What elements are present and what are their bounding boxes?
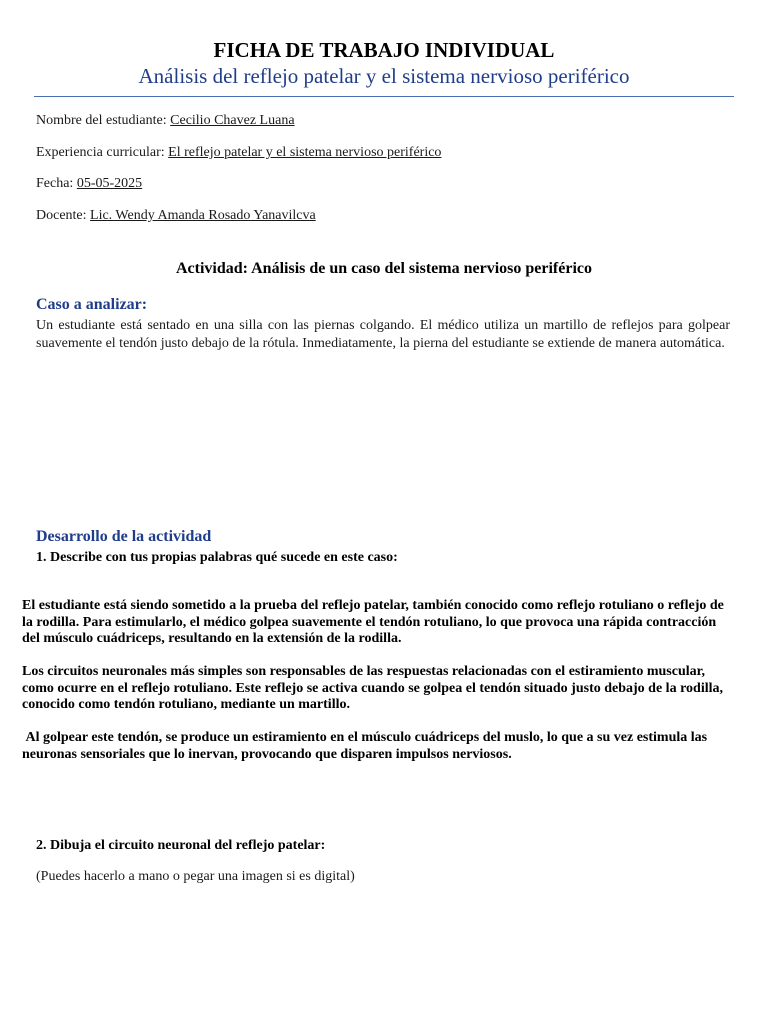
teacher-label: Docente: bbox=[36, 208, 91, 223]
student-name-value: Cecilio Chavez Luana bbox=[170, 113, 295, 128]
student-name-field bbox=[36, 113, 295, 129]
answer-paragraph: Al golpear este tendón, se produce un estiramiento en el músculo cuádriceps del muslo, lo que a su vez estimula las neuronas sensoriales que lo inervan, provocando que disparen impulsos nerviosos. bbox=[22, 730, 711, 762]
date-label: Fecha: bbox=[36, 176, 77, 191]
student-name-label: Nombre del estudiante: bbox=[36, 113, 171, 128]
case-heading: Caso a analizar: bbox=[36, 296, 148, 313]
curricular-experience-label: Experiencia curricular: bbox=[36, 145, 169, 160]
question-2: 2. Dibuja el circuito neuronal del reflejo patelar: bbox=[36, 838, 326, 853]
case-text: Un estudiante está sentado en una silla con las piernas colgando. El médico utiliza un martillo de reflejos para golpear suavemente el tendón justo debajo de la rótula. Inmediatamente, la pierna del estudiante se extiende de manera automática. bbox=[36, 318, 730, 351]
date-field bbox=[36, 176, 142, 192]
question-2-note: (Puedes hacerlo a mano o pegar una imagen si es digital) bbox=[36, 869, 355, 884]
development-heading: Desarrollo de la actividad bbox=[36, 528, 212, 545]
date-value: 05-05-2025 bbox=[76, 176, 143, 191]
question-1: 1. Describe con tus propias palabras qué sucede en este caso: bbox=[36, 550, 398, 565]
answer-paragraph: El estudiante está siendo sometido a la prueba del reflejo patelar, también conocido como reflejo rotuliano o reflejo de la rodilla. Para estimularlo, el médico golpea suavemente el tendón rotuliano, lo que provoca una rápida contracción del músculo cuádriceps, resultando en la extensión de la rodilla. bbox=[22, 598, 724, 646]
header-divider bbox=[34, 96, 734, 97]
curricular-experience-value: El reflejo patelar y el sistema nervioso periférico bbox=[168, 145, 442, 160]
curricular-experience-field bbox=[36, 145, 441, 161]
document-title: FICHA DE TRABAJO INDIVIDUAL bbox=[213, 38, 555, 62]
answer-paragraph: Los circuitos neuronales más simples son responsables de las respuestas relacionadas con el estiramiento muscular, como ocurre en el reflejo rotuliano. Este reflejo se activa cuando se golpea el tendón situado justo debajo de la rodilla, conocido como tendón rotuliano, mediante un martillo. bbox=[22, 664, 723, 712]
activity-title: Actividad: Análisis de un caso del sistema nervioso periférico bbox=[176, 260, 592, 277]
document-subtitle: Análisis del reflejo patelar y el sistema nervioso periférico bbox=[138, 64, 630, 88]
teacher-value: Lic. Wendy Amanda Rosado Yanavilcva bbox=[90, 208, 316, 223]
teacher-field bbox=[36, 208, 316, 224]
